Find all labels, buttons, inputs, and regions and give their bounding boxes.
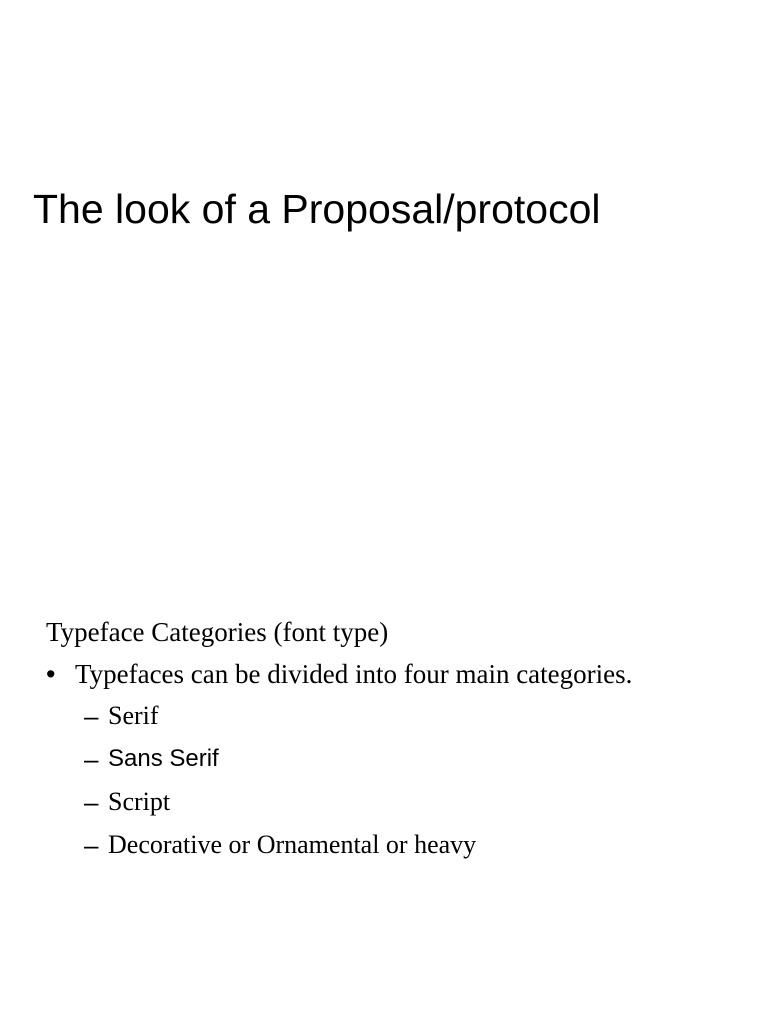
list-item-serif — [84, 697, 736, 735]
slide-title: The look of a Proposal/protocol — [33, 186, 601, 232]
list-item-script — [84, 783, 736, 821]
list-item-text: Serif — [108, 701, 159, 730]
typeface-category-list — [46, 697, 736, 864]
dash-marker: – — [84, 744, 99, 774]
list-item-sans-serif — [84, 740, 736, 778]
list-item-text: Decorative or Ornamental or heavy — [108, 830, 477, 859]
list-item-decorative — [84, 826, 736, 864]
list-item-text: Sans Serif — [108, 745, 219, 772]
bullet-item — [46, 655, 736, 693]
list-item-text: Script — [108, 787, 171, 816]
bullet-marker: • — [46, 659, 56, 689]
dash-marker: – — [84, 787, 99, 817]
dash-marker: – — [84, 830, 99, 860]
bullet-text: Typefaces can be divided into four main categories. — [75, 659, 633, 689]
slide-body — [46, 613, 736, 869]
dash-marker: – — [84, 701, 99, 731]
section-heading: Typeface Categories (font type) — [46, 617, 389, 647]
